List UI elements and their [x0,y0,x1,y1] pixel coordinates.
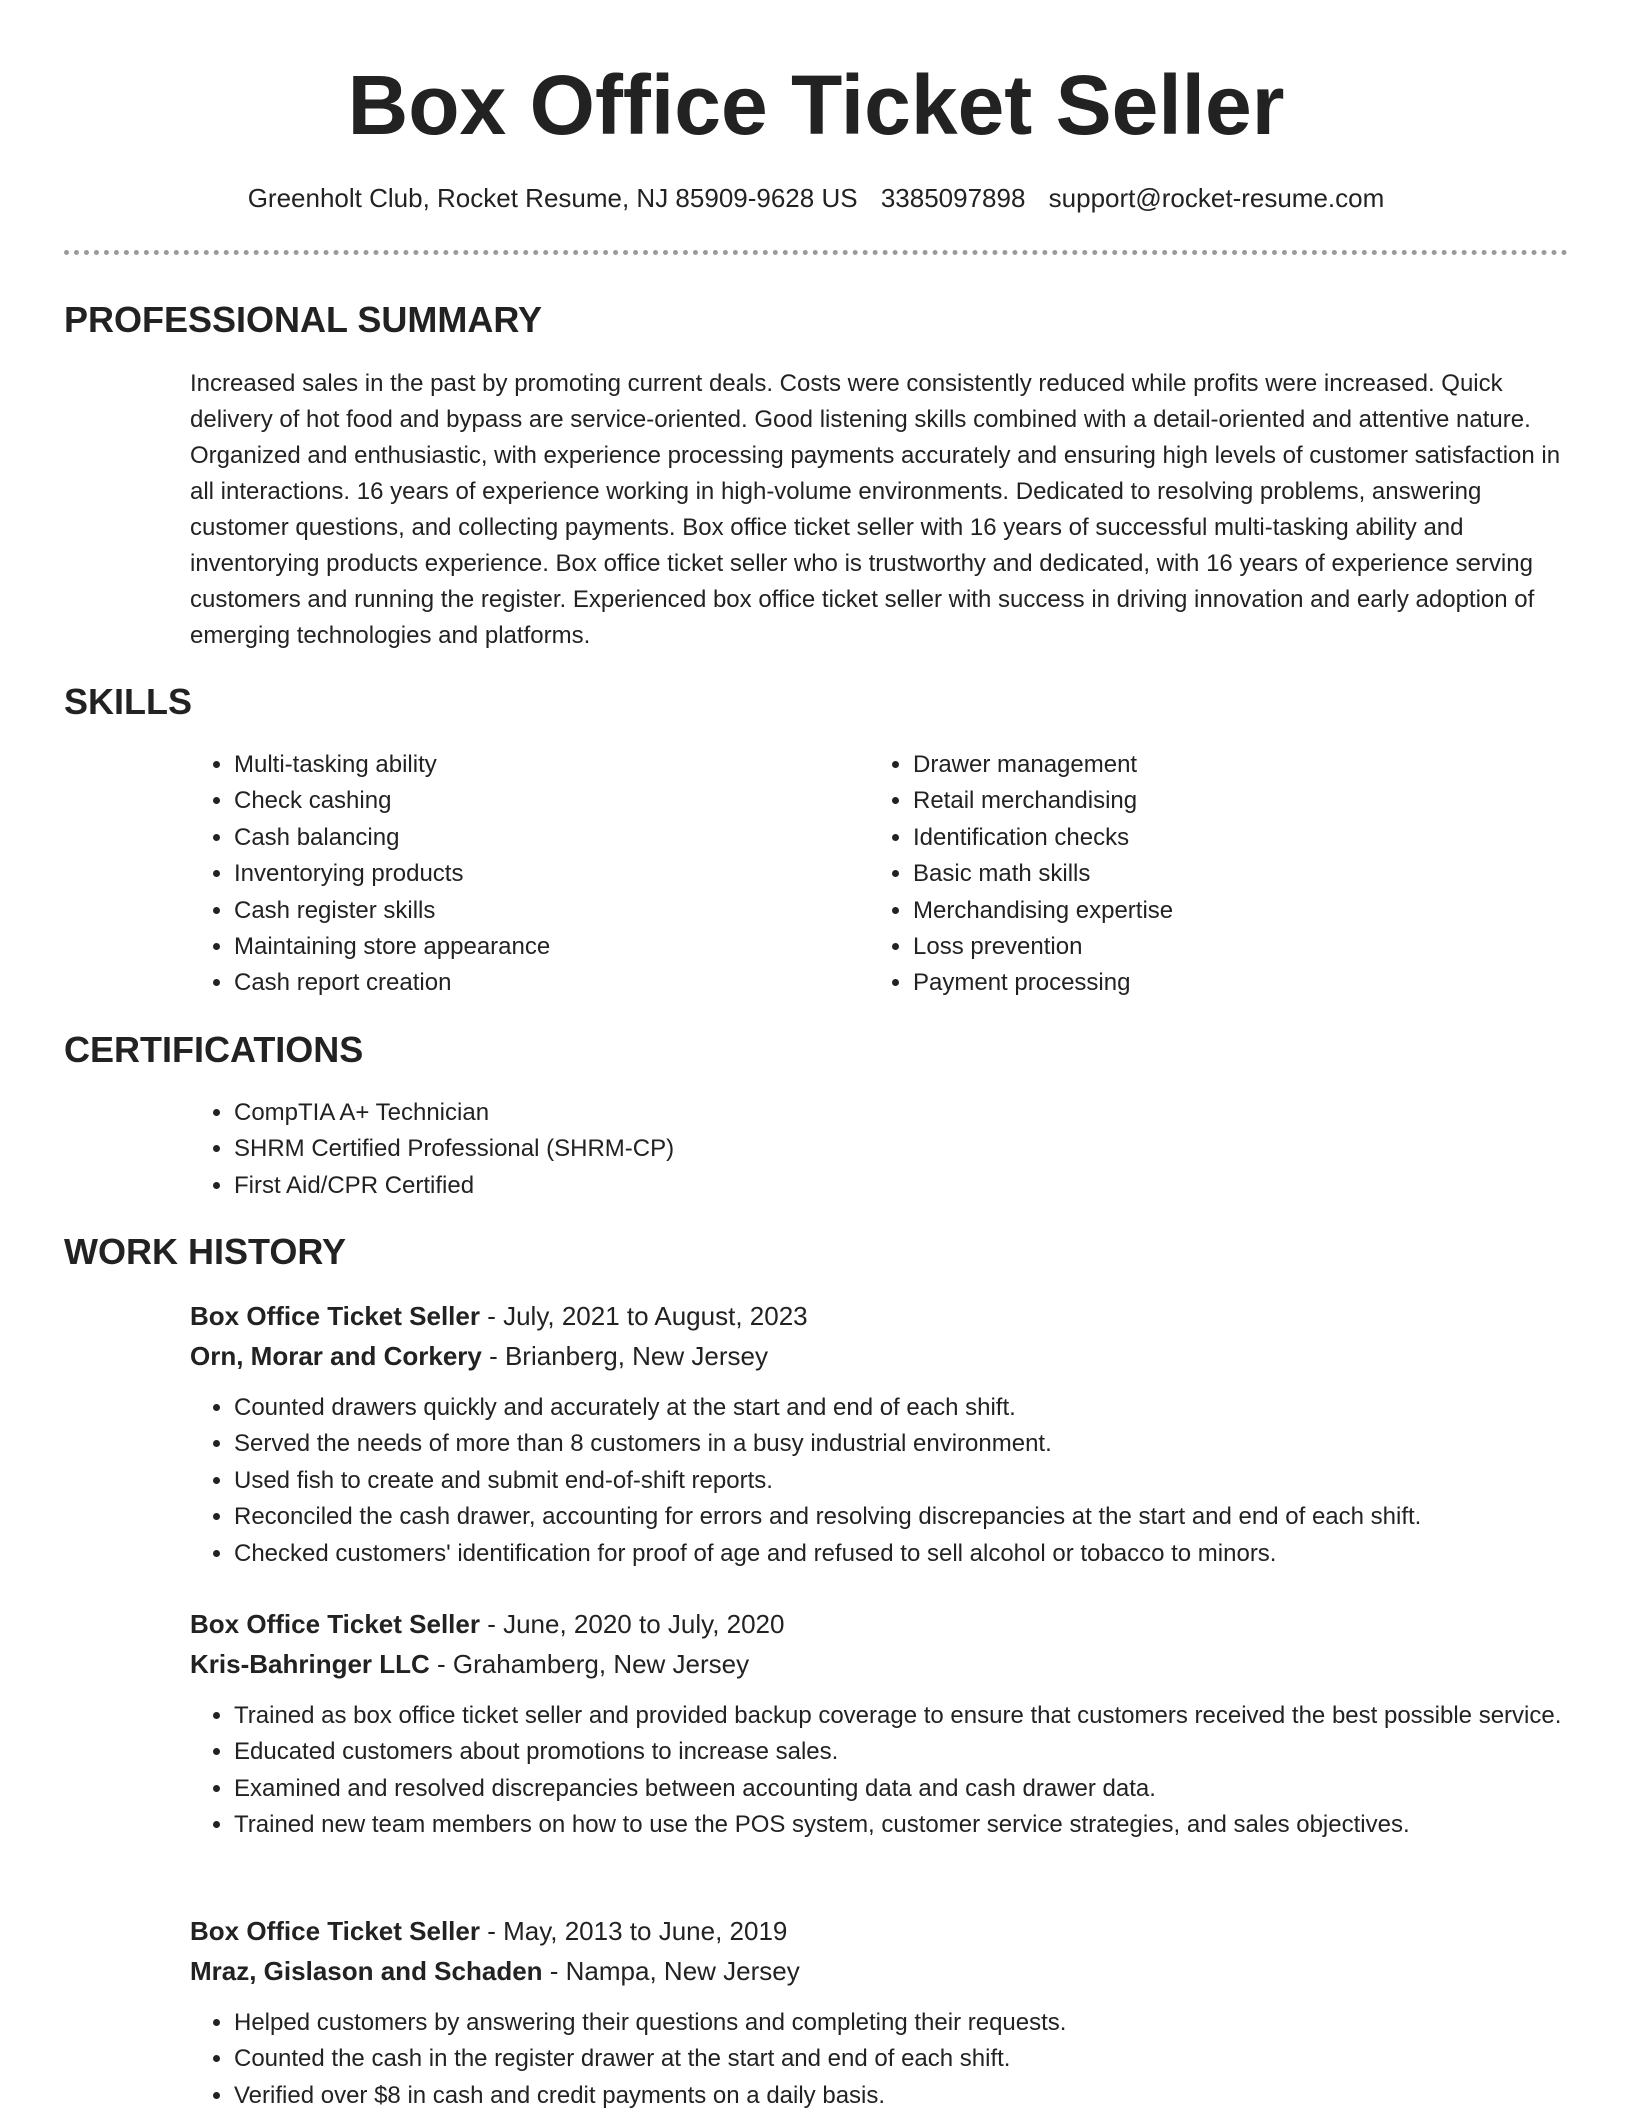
list-item: • Served the needs of more than 8 customers in a busy industrial environment. [234,1426,1614,1462]
list-item: • Verified over $8 in cash and credit payments on a daily basis. [234,2078,1614,2114]
list-item: • Cash report creation [234,965,854,1001]
section-title-certifications: CERTIFICATIONS [64,1029,364,1070]
list-item: • Trained as box office ticket seller and provided backup coverage to ensure that customers received the best possible service. [234,1698,1614,1734]
list-item: • Used fish to create and submit end-of-shift reports. [234,1463,1614,1499]
list-item: • Retail merchandising [913,783,1533,819]
job-location: - Brianberg, New Jersey [481,1341,768,1371]
list-item: • Cash register skills [234,893,854,929]
list-item: • Helped customers by answering their questions and completing their requests. [234,2005,1614,2041]
list-item: • Maintaining store appearance [234,929,854,965]
job-dates: - July, 2021 to August, 2023 [479,1301,808,1331]
contact-address: Greenholt Club, Rocket Resume, NJ 85909-9628 US [247,183,858,213]
list-item: • Examined and resolved discrepancies between accounting data and cash drawer data. [234,1771,1614,1807]
job-title-line [190,1605,784,1643]
list-item: • Payment processing [913,965,1533,1001]
job-title: Box Office Ticket Seller [190,1916,480,1946]
list-item: • Reconciled the cash drawer, accounting for errors and resolving discrepancies at the start and end of each shift. [234,1499,1614,1535]
list-item: • Checked customers' identification for proof of age and refused to sell alcohol or tobacco to minors. [234,1536,1614,1572]
list-item: • Identification checks [913,820,1533,856]
skills-list-right [869,747,1533,1002]
resume-name: Box Office Ticket Seller [347,58,1285,152]
job-dates: - May, 2013 to June, 2019 [479,1916,788,1946]
contact-line [0,180,1632,216]
contact-phone: 3385097898 [880,183,1026,213]
list-item: • Inventorying products [234,856,854,892]
list-item: • Educated customers about promotions to increase sales. [234,1734,1614,1770]
section-title-summary: PROFESSIONAL SUMMARY [64,299,543,340]
job-bullets [190,1698,1614,1844]
job-location: - Nampa, New Jersey [542,1956,800,1986]
job-company: Kris-Bahringer LLC [190,1649,430,1679]
header-divider [64,250,1568,255]
certifications-list [190,1095,1534,1204]
job-dates: - June, 2020 to July, 2020 [479,1609,785,1639]
list-item: • First Aid/CPR Certified [234,1168,1534,1204]
job-bullets [190,2005,1614,2114]
summary-text: Increased sales in the past by promoting current deals. Costs were consistently reduced while profits were increased. Quick delivery of hot food and bypass are service-oriented. Good listening skills combined with a detail-oriented and attentive nature. Organized and enthusiastic, with experience processing payments accurately and ensuring high levels of customer satisfaction in all interactions. 16 years of experience working in high-volume environments. Dedicated to resolving problems, answering customer questions, and collecting payments. Box office ticket seller with 16 years of successful multi-tasking ability and inventorying products experience. Box office ticket seller who is trustworthy and dedicated, with 16 years of experience serving customers and running the register. Experienced box office ticket seller with success in driving innovation and early adoption of emerging technologies and platforms. [190,370,1561,649]
section-title-skills: SKILLS [64,681,193,722]
job-title: Box Office Ticket Seller [190,1301,480,1331]
list-item: • Cash balancing [234,820,854,856]
job-company: Mraz, Gislason and Schaden [190,1956,543,1986]
list-item: • CompTIA A+ Technician [234,1095,1534,1131]
list-item: • Trained new team members on how to use the POS system, customer service strategies, and sales objectives. [234,1807,1614,1843]
job-company: Orn, Morar and Corkery [190,1341,482,1371]
list-item: • Check cashing [234,783,854,819]
job-title: Box Office Ticket Seller [190,1609,480,1639]
list-item: • Counted drawers quickly and accurately at the start and end of each shift. [234,1390,1614,1426]
skills-list-left [190,747,854,1002]
job-company-line [190,1337,768,1375]
job-title-line [190,1297,808,1335]
section-title-work-history: WORK HISTORY [64,1231,347,1272]
list-item: • Counted the cash in the register drawer at the start and end of each shift. [234,2041,1614,2077]
job-bullets [190,1390,1614,1572]
list-item: • Basic math skills [913,856,1533,892]
job-company-line [190,1645,749,1683]
list-item: • Loss prevention [913,929,1533,965]
contact-email: support@rocket-resume.com [1048,183,1385,213]
job-location: - Grahamberg, New Jersey [429,1649,750,1679]
list-item: • Multi-tasking ability [234,747,854,783]
job-company-line [190,1952,800,1990]
job-title-line [190,1912,787,1950]
list-item: • Drawer management [913,747,1533,783]
list-item: • Merchandising expertise [913,893,1533,929]
list-item: • SHRM Certified Professional (SHRM-CP) [234,1131,1534,1167]
